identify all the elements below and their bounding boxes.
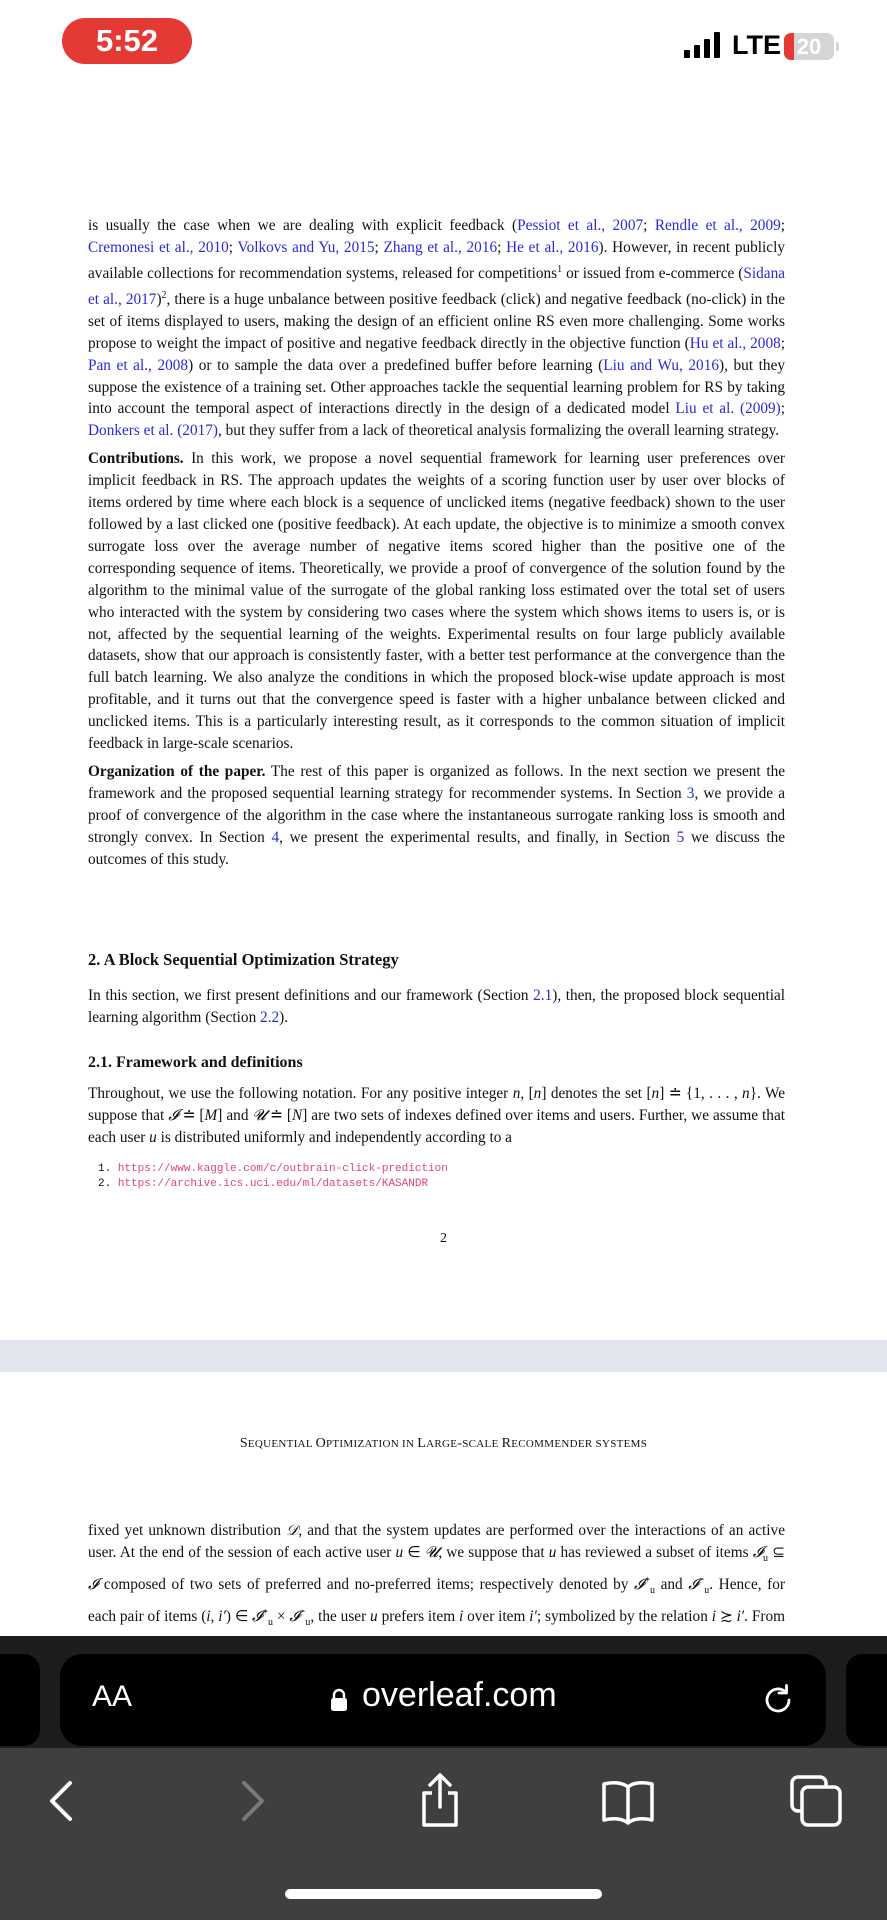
pdf-page-1 — [88, 215, 785, 876]
text-run: 𝓘 — [752, 1543, 764, 1561]
text-run: , but they suffer from a lack of theoretical analysis formalizing the overall learning strategy. — [218, 422, 780, 440]
text-run: ≐ [ — [178, 1106, 205, 1124]
network-type: LTE — [732, 30, 781, 60]
text-run: u — [370, 1608, 378, 1625]
text-run: ] and — [217, 1106, 253, 1124]
text-run: , the user — [310, 1608, 371, 1625]
paragraph-section-intro — [88, 985, 785, 1029]
text-run: 𝓘 — [688, 1575, 699, 1593]
text-run: is usually the case when we are dealing with explicit feedback ( — [88, 217, 518, 234]
bookmarks-icon[interactable] — [598, 1771, 658, 1831]
text-run: , there is a huge unbalance between positive feedback (click) and negative feedback (no-click) in the set of items displayed to users, making the design of an efficient online RS even more challenging. Some works propose to weight the impact of positive and negative feedback directly in the objective function ( — [88, 290, 785, 352]
reload-icon[interactable] — [760, 1682, 796, 1718]
citation-link[interactable]: Hu et al., 2008 — [689, 334, 781, 352]
text-run: ] ≐ {1, . . . , — [659, 1085, 743, 1102]
text-run: i — [206, 1608, 211, 1625]
cellular-signal-icon — [684, 32, 724, 58]
text-run: n — [742, 1085, 750, 1102]
paragraph-heading: Organization of the paper. — [88, 762, 266, 780]
forward-icon[interactable] — [224, 1771, 284, 1831]
text-run: 𝓘 — [168, 1106, 179, 1124]
text-run: u — [548, 1543, 557, 1561]
text-run: ; — [497, 238, 507, 256]
text-run: Throughout, we use the following notation. For any positive integer — [88, 1085, 513, 1102]
text-run: ), then, the proposed block sequential learning algorithm (Section — [88, 987, 785, 1026]
text-run: - — [457, 1436, 463, 1451]
home-indicator[interactable] — [285, 1889, 602, 1899]
footnote-number: 1. — [98, 1163, 112, 1175]
text-size-button[interactable]: AA — [92, 1680, 133, 1713]
footnote-2 — [98, 1177, 448, 1192]
text-run: + — [644, 1574, 650, 1586]
citation-link[interactable]: Pessiot et al., 2007 — [517, 217, 644, 234]
text-run: ; — [643, 217, 655, 234]
page-separator — [0, 1340, 887, 1372]
text-run: ; — [228, 238, 238, 256]
text-run: , [ — [520, 1085, 534, 1102]
text-run: ; — [780, 334, 786, 352]
text-run: ; — [780, 217, 786, 234]
text-run: ). However, in recent publicly available collections for recommendation systems, released for competitions — [88, 238, 785, 282]
text-run: EQUENTIAL — [247, 1438, 316, 1450]
text-run: M — [204, 1106, 218, 1124]
text-run: 𝓤 — [252, 1106, 267, 1124]
text-run: ) — [156, 290, 162, 308]
address-bar[interactable] — [60, 1654, 826, 1746]
text-run: n — [651, 1085, 660, 1102]
text-run: + — [262, 1606, 269, 1618]
text-run: ). — [279, 1008, 289, 1026]
running-head — [0, 1436, 887, 1452]
citation-link[interactable]: Sidana et al., 2017 — [88, 264, 786, 308]
text-run: n — [512, 1085, 521, 1102]
text-run: , and that the system updates are performed over the interactions of an active user. At the end of the session of each active user — [88, 1522, 785, 1561]
text-run: − — [299, 1606, 306, 1618]
text-run: composed of two sets of preferred and no-preferred items; respectively denoted by — [98, 1575, 635, 1593]
paragraph-organization — [88, 761, 785, 871]
text-run: ; — [780, 400, 785, 418]
citation-link[interactable]: Cremonesi et al., 2010 — [88, 238, 229, 256]
text-run: N — [291, 1106, 303, 1124]
url-domain[interactable]: overleaf.com — [362, 1676, 557, 1714]
text-run: ) or to sample the data over a predefined buffer before learning ( — [188, 356, 604, 374]
page-number: 2 — [440, 1231, 447, 1246]
text-run: 1 — [557, 263, 563, 275]
status-time[interactable]: 5:52 — [62, 18, 192, 64]
citation-link[interactable]: Zhang et al., 2016 — [383, 238, 498, 256]
text-run: , we suppose that — [438, 1543, 549, 1561]
subsection-2-1 — [88, 1052, 785, 1080]
footnote-url[interactable]: https://www.kaggle.com/c/outbrain-click-prediction — [117, 1163, 448, 1175]
text-run: In this section, we first present definitions and our framework (Section — [88, 987, 534, 1004]
text-run: SCALE — [462, 1438, 502, 1450]
text-run: 𝓘 — [252, 1608, 263, 1625]
text-run: has reviewed a subset of items — [556, 1543, 753, 1561]
text-run: 𝓘 — [634, 1575, 645, 1593]
citation-link[interactable]: He et al., 2016 — [506, 238, 599, 256]
status-bar — [0, 0, 887, 90]
citation-link[interactable]: 4 — [271, 828, 280, 846]
battery-level: 20 — [796, 34, 822, 59]
tabs-icon[interactable] — [786, 1771, 846, 1831]
citation-link[interactable]: 5 — [676, 828, 685, 846]
citation-link[interactable]: Volkovs and Yu, 2015 — [237, 238, 375, 256]
text-run: , we provide a proof of convergence of the algorithm in the case where the instantaneous surrogate ranking loss is smooth and strongly convex. In Section — [88, 784, 785, 846]
text-run: fixed yet unknown distribution — [88, 1522, 287, 1539]
text-run: u — [268, 1617, 274, 1629]
text-run: ; — [374, 238, 384, 256]
text-run: }. We suppose that — [88, 1085, 785, 1124]
text-run: u — [650, 1585, 655, 1596]
text-run: i — [711, 1608, 716, 1625]
battery-tip — [836, 42, 839, 51]
text-run: 𝓘 — [88, 1575, 99, 1593]
text-run: ≿ — [715, 1608, 737, 1625]
text-run: O — [315, 1436, 326, 1451]
citation-link[interactable]: Donkers et al. (2017) — [88, 422, 218, 440]
text-run: S — [239, 1436, 248, 1451]
citation-link[interactable]: Liu et al. (2009) — [675, 400, 781, 418]
text-run: In this work, we propose a novel sequential framework for learning user preferences over implicit feedback in RS. The approach updates the weights of a scoring function user by user over blocks of items ordered by time where each block is a sequence of unclicked items (negative feedback) shown to the user followed by a last clicked one (positive feedback). At each update, the objective is to minimize a smooth convex surrogate loss over the average number of negative items scored higher than the positive one of the corresponding sequence of items. Theoretically, we provide a proof of convergence of the solution found by the algorithm to the minimal value of the surrogate of the global ranking loss estimated over the total set of users who interacted with the system by considering two cases where the system which shows items to users is, or is not, affected by the sequential learning of the weights. Experimental results on four large publicly available datasets, show that our approach is consistently faster, with a better test performance at the convergence than the full batch learning. We also analyze the conditions in which the proposed block-wise update approach is most profitable, and it turns out that the convergence speed is faster with a higher unbalance between clicked and unclicked items. This is a particularly interesting result, as it corresponds to the common situation of implicit feedback in large-scale scenarios. — [88, 450, 785, 753]
next-tab-preview[interactable] — [846, 1654, 887, 1746]
footnote-1 — [98, 1162, 448, 1177]
text-run: ), but they suppose the existence of a training set. Other approaches tackle the sequential learning problem for RS by taking into account the temporal aspect of interactions directly in the design of a dedicated model — [88, 356, 786, 418]
footnote-url[interactable]: https://archive.ics.uci.edu/ml/datasets/KASANDR — [117, 1178, 429, 1190]
text-run: ) ∈ — [225, 1608, 253, 1625]
paragraph-intro — [88, 215, 785, 442]
text-run: is distributed uniformly and independently according to a — [156, 1128, 512, 1146]
text-run: i — [459, 1608, 464, 1625]
text-run: u — [763, 1552, 769, 1564]
text-run: L — [417, 1436, 427, 1451]
footnote-number: 2. — [98, 1178, 112, 1190]
battery-icon — [784, 33, 834, 60]
paragraph-framework — [88, 1083, 785, 1149]
previous-tab-preview[interactable] — [0, 1654, 40, 1746]
text-run: ] denotes the set [ — [541, 1085, 652, 1102]
text-run: u — [395, 1543, 404, 1561]
text-run: u — [704, 1585, 710, 1596]
citation-link[interactable]: 2.2 — [260, 1008, 280, 1026]
citation-link[interactable]: Liu and Wu, 2016 — [603, 356, 719, 374]
text-run: and — [655, 1575, 689, 1593]
text-run: n — [533, 1085, 542, 1102]
text-run: over item — [463, 1608, 530, 1625]
text-run: − — [698, 1574, 705, 1586]
text-run: or issued from e-commerce ( — [562, 264, 744, 282]
text-run: × — [273, 1608, 290, 1625]
text-run: 𝓤 — [424, 1543, 439, 1561]
text-run: u — [149, 1128, 157, 1146]
text-run: PTIMIZATION IN — [326, 1438, 418, 1450]
text-run: i′ — [529, 1608, 537, 1625]
text-run: ARGE — [426, 1438, 458, 1450]
text-run: ∈ — [403, 1543, 425, 1561]
text-run: i′ — [736, 1608, 745, 1625]
text-run: ] are two sets of indexes defined over items and users. Further, we assume that each user — [88, 1106, 785, 1146]
text-run: 2 — [161, 289, 167, 301]
text-run: The rest of this paper is organized as follows. In the next section we present the framework and the proposed sequential learning strategy for recommender systems. In Section — [88, 762, 786, 802]
paragraph-contributions — [88, 448, 785, 755]
text-run: . Hence, for each pair of items ( — [88, 1575, 785, 1625]
text-run: ⊆ — [768, 1543, 785, 1561]
paragraph-heading: Contributions. — [88, 450, 184, 468]
subsection-title: 2.1. Framework and definitions — [88, 1054, 303, 1071]
lock-icon — [330, 1688, 348, 1712]
text-run: 𝒟 — [286, 1522, 299, 1539]
text-run: 𝓘 — [289, 1608, 300, 1625]
text-run: . From — [744, 1608, 786, 1625]
text-run: , we present the experimental results, and finally, in Section — [279, 828, 677, 846]
text-run: , — [210, 1608, 219, 1625]
section-2-intro — [88, 985, 785, 1035]
text-run: ≐ [ — [266, 1106, 292, 1124]
text-run: i′ — [218, 1608, 226, 1625]
footnotes — [98, 1162, 448, 1192]
text-run: u — [305, 1617, 311, 1629]
text-run: ECOMMENDER SYSTEMS — [511, 1438, 648, 1450]
subsection-2-1-body — [88, 1083, 785, 1155]
citation-link[interactable]: 2.1 — [533, 987, 553, 1004]
text-run: prefers item — [377, 1608, 459, 1625]
citation-link[interactable]: Rendle et al., 2009 — [654, 217, 781, 234]
share-icon[interactable] — [410, 1771, 470, 1831]
text-run: ; symbolized by the relation — [536, 1608, 712, 1625]
section-2 — [88, 949, 785, 977]
citation-link[interactable]: 3 — [686, 784, 695, 802]
section-title: 2. A Block Sequential Optimization Strategy — [88, 950, 399, 969]
text-run: R — [501, 1436, 512, 1451]
citation-link[interactable]: Pan et al., 2008 — [88, 356, 189, 374]
back-icon[interactable] — [30, 1771, 90, 1831]
text-run: we discuss the outcomes of this study. — [88, 828, 786, 868]
